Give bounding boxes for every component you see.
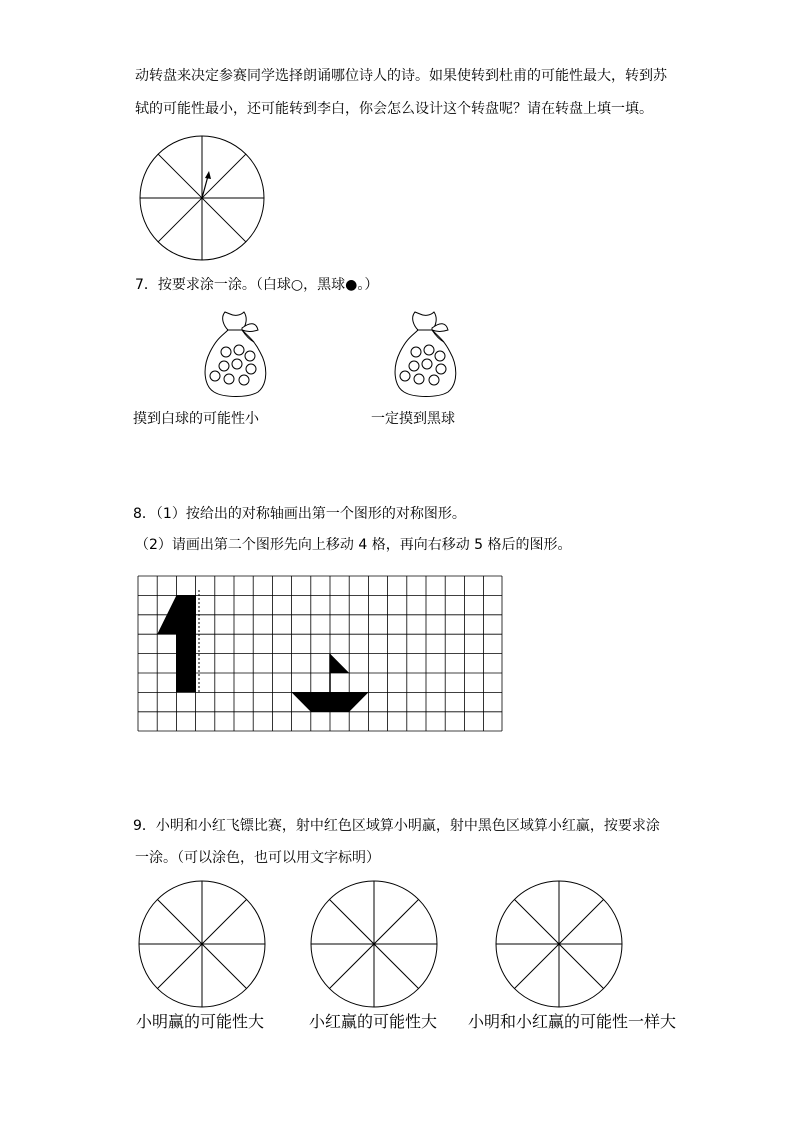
q8-text-line1: 8．（1）按给出的对称轴画出第一个图形的对称图形。 — [133, 506, 466, 522]
spinner-wheel[interactable] — [137, 133, 267, 263]
q7-label-left: 摸到白球的可能性小 — [133, 411, 259, 427]
dartboard-1[interactable] — [137, 879, 267, 1009]
q8-text-line2: （2）请画出第二个图形先向上移动 4 格，再向右移动 5 格后的图形。 — [135, 537, 572, 553]
q6-text-line2: 轼的可能性最小，还可能转到李白，你会怎么设计这个转盘呢？请在转盘上填一填。 — [135, 101, 653, 117]
q9-text-line1: 9．小明和小红飞镖比赛，射中红色区域算小明赢，射中黑色区域算小红赢，按要求涂 — [133, 818, 660, 834]
ball-bag-right[interactable] — [390, 308, 460, 400]
dartboard-2[interactable] — [309, 879, 439, 1009]
q7-label-right: 一定摸到黑球 — [371, 411, 455, 427]
q6-text-line1: 动转盘来决定参赛同学选择朗诵哪位诗人的诗。如果使转到杜甫的可能性最大，转到苏 — [135, 68, 667, 84]
dartboard-3[interactable] — [494, 879, 624, 1009]
ball-bag-left[interactable] — [200, 308, 270, 400]
dartboard-label-2: 小红赢的可能性大 — [309, 1012, 438, 1031]
grid-board[interactable] — [138, 576, 506, 732]
dartboard-label-1: 小明赢的可能性大 — [136, 1012, 265, 1031]
shape-boat — [292, 654, 369, 712]
q9-text-line2: 一涂。（可以涂色，也可以用文字标明） — [135, 850, 380, 866]
q7-title: 7．按要求涂一涂。（白球○，黑球●。） — [135, 277, 379, 293]
dartboard-label-3: 小明和小红赢的可能性一样大 — [468, 1012, 677, 1031]
